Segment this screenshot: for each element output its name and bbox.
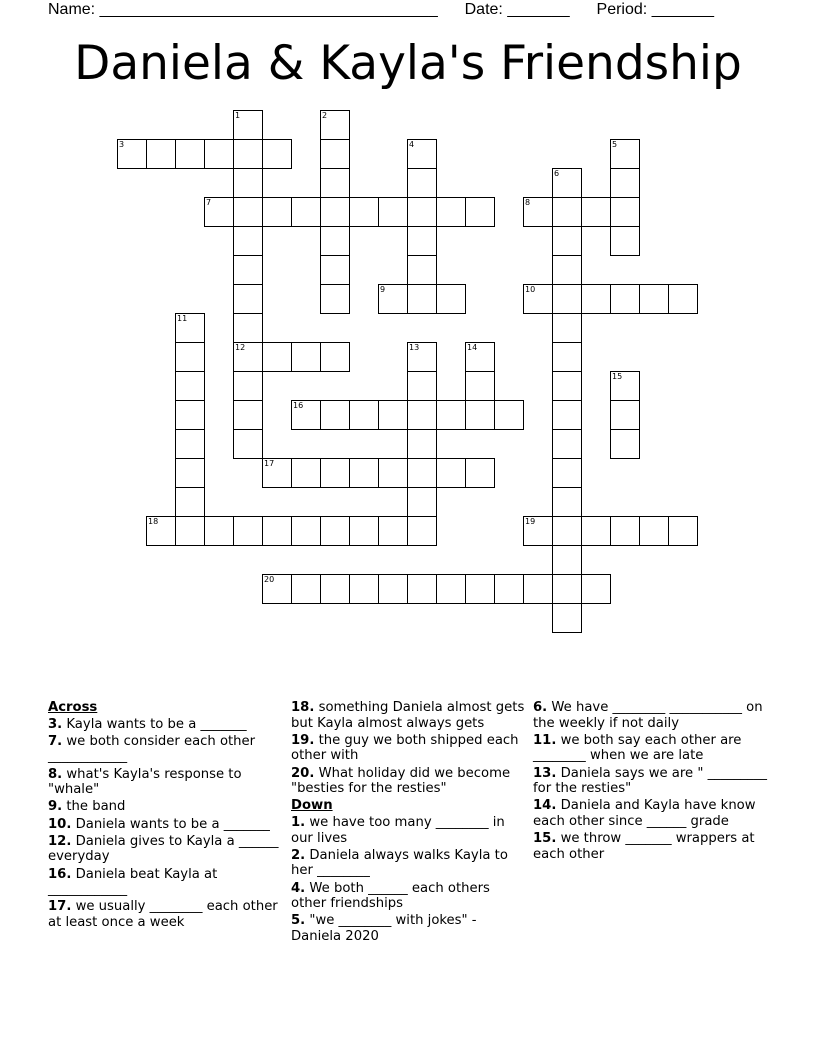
grid-cell[interactable] (552, 516, 582, 546)
clue-number: 11 (177, 314, 188, 323)
grid-cell[interactable] (262, 516, 292, 546)
clue-item (533, 700, 769, 731)
clue-number: 18 (148, 517, 159, 526)
grid-cell[interactable] (175, 429, 205, 459)
grid-cell[interactable] (320, 168, 350, 198)
clue-item-text: what's Kayla's response to "whale" (48, 766, 242, 798)
grid-cell[interactable] (233, 371, 263, 401)
grid-cell[interactable] (291, 342, 321, 372)
grid-cell[interactable] (523, 516, 553, 546)
clue-item-text: Daniela wants to be a _______ (75, 816, 270, 832)
clue-number: 14 (467, 343, 478, 352)
grid-cell[interactable] (494, 400, 524, 430)
grid-cell[interactable] (465, 342, 495, 372)
grid-cell[interactable] (552, 371, 582, 401)
grid-cell[interactable] (465, 371, 495, 401)
grid-cell[interactable] (233, 255, 263, 285)
grid-cell[interactable] (320, 342, 350, 372)
clue-section-heading: Down (291, 798, 333, 814)
grid-cell[interactable] (233, 168, 263, 198)
grid-cell[interactable] (233, 516, 263, 546)
clue-number: 10 (525, 285, 536, 294)
grid-cell[interactable] (378, 574, 408, 604)
grid-cell[interactable] (407, 197, 437, 227)
grid-cell[interactable] (523, 197, 553, 227)
grid-cell[interactable] (320, 255, 350, 285)
name-label: Name: (48, 1, 96, 18)
clue-item-text: we have too many ________ in our lives (291, 814, 505, 846)
grid-cell[interactable] (668, 516, 698, 546)
clue-column-2 (291, 700, 527, 946)
clue-item-text: something Daniela almost gets but Kayla almost always gets (291, 700, 525, 731)
grid-cell[interactable] (610, 400, 640, 430)
clue-item-number: 16. (48, 866, 72, 882)
grid-cell[interactable] (465, 574, 495, 604)
clue-number: 7 (206, 198, 212, 207)
clue-item-text: the guy we both shipped each other with (291, 732, 519, 764)
clue-item (48, 799, 284, 815)
clue-item (48, 767, 284, 798)
grid-cell[interactable] (233, 342, 263, 372)
clue-item (533, 766, 769, 797)
puzzle-title: Daniela & Kayla's Friendship (74, 36, 742, 91)
grid-cell[interactable] (552, 429, 582, 459)
date-blank[interactable]: _______ (507, 1, 570, 18)
clue-item (533, 733, 769, 764)
grid-cell[interactable] (610, 429, 640, 459)
clue-item-number: 8. (48, 766, 63, 782)
grid-cell[interactable] (349, 574, 379, 604)
grid-cell[interactable] (610, 371, 640, 401)
grid-cell[interactable] (552, 284, 582, 314)
grid-cell[interactable] (523, 574, 553, 604)
clue-item-text: "we ________ with jokes" - Daniela 2020 (291, 913, 477, 944)
clue-number: 20 (264, 575, 275, 584)
grid-cell[interactable] (262, 458, 292, 488)
grid-cell[interactable] (349, 400, 379, 430)
grid-cell[interactable] (552, 545, 582, 575)
grid-cell[interactable] (146, 516, 176, 546)
clue-number: 4 (409, 140, 415, 149)
clue-item (291, 815, 527, 846)
clue-item (533, 831, 769, 862)
clue-item (48, 867, 284, 898)
grid-cell[interactable] (407, 516, 437, 546)
grid-cell[interactable] (407, 284, 437, 314)
grid-cell[interactable] (320, 110, 350, 140)
grid-cell[interactable] (320, 516, 350, 546)
grid-cell[interactable] (175, 313, 205, 343)
clue-item-text: Daniela says we are " _________ for the resties" (533, 765, 767, 797)
clue-item-number: 14. (533, 798, 557, 814)
grid-cell[interactable] (552, 400, 582, 430)
grid-cell[interactable] (552, 255, 582, 285)
grid-cell[interactable] (117, 139, 147, 169)
grid-cell[interactable] (407, 371, 437, 401)
grid-cell[interactable] (233, 226, 263, 256)
grid-cell[interactable] (610, 168, 640, 198)
grid-cell[interactable] (204, 516, 234, 546)
grid-cell[interactable] (233, 400, 263, 430)
grid-cell[interactable] (175, 371, 205, 401)
grid-cell[interactable] (378, 516, 408, 546)
grid-cell[interactable] (320, 458, 350, 488)
grid-cell[interactable] (291, 516, 321, 546)
grid-cell[interactable] (581, 284, 611, 314)
grid-cell[interactable] (378, 197, 408, 227)
clue-item-text: the band (66, 799, 126, 815)
grid-cell[interactable] (610, 139, 640, 169)
clue-number: 8 (525, 198, 531, 207)
clue-item-text: we both consider each other ____________ (48, 733, 256, 765)
grid-cell[interactable] (204, 139, 234, 169)
grid-cell[interactable] (552, 226, 582, 256)
grid-cell[interactable] (407, 255, 437, 285)
grid-cell[interactable] (233, 139, 263, 169)
clue-item (291, 700, 527, 731)
grid-cell[interactable] (320, 226, 350, 256)
clue-item (48, 717, 284, 733)
grid-cell[interactable] (436, 458, 466, 488)
grid-cell[interactable] (552, 168, 582, 198)
clue-item (48, 734, 284, 765)
grid-cell[interactable] (233, 197, 263, 227)
grid-cell[interactable] (407, 574, 437, 604)
clue-item-number: 19. (291, 732, 315, 748)
clue-number: 19 (525, 517, 536, 526)
grid-cell[interactable] (436, 197, 466, 227)
clue-item-text: Daniela and Kayla have know each other since ______ grade (533, 798, 756, 829)
clue-item-text: What holiday did we become "besties for the resties" (291, 765, 511, 797)
clue-item (291, 733, 527, 764)
grid-cell[interactable] (552, 342, 582, 372)
clue-item-text: We both ______ each others other friendships (291, 880, 490, 912)
grid-cell[interactable] (175, 139, 205, 169)
grid-cell[interactable] (349, 197, 379, 227)
clue-item-number: 11. (533, 732, 557, 748)
clue-number: 13 (409, 343, 420, 352)
grid-cell[interactable] (175, 516, 205, 546)
grid-cell[interactable] (465, 197, 495, 227)
grid-cell[interactable] (407, 458, 437, 488)
clue-number: 12 (235, 343, 246, 352)
clue-item-text: we usually ________ each other at least once a week (48, 899, 278, 930)
grid-cell[interactable] (320, 574, 350, 604)
clue-item-number: 18. (291, 700, 315, 715)
clue-item-text: Daniela gives to Kayla a ______ everyday (48, 833, 279, 865)
grid-cell[interactable] (407, 429, 437, 459)
clue-item (533, 798, 769, 829)
grid-cell[interactable] (262, 197, 292, 227)
clue-item-text: Daniela beat Kayla at ____________ (48, 866, 218, 898)
clue-number: 15 (612, 372, 623, 381)
clue-number: 16 (293, 401, 304, 410)
grid-cell[interactable] (552, 574, 582, 604)
clue-item-number: 17. (48, 899, 72, 915)
clue-number: 2 (322, 111, 328, 120)
clue-item-number: 7. (48, 733, 63, 749)
grid-cell[interactable] (581, 574, 611, 604)
grid-cell[interactable] (349, 458, 379, 488)
grid-cell[interactable] (407, 139, 437, 169)
name-blank[interactable]: ______________________________________ (99, 1, 438, 18)
clue-number: 17 (264, 459, 275, 468)
clue-item (291, 848, 527, 879)
grid-cell[interactable] (610, 516, 640, 546)
clue-item (48, 817, 284, 833)
clue-item-number: 12. (48, 833, 72, 849)
grid-cell[interactable] (378, 458, 408, 488)
grid-cell[interactable] (407, 487, 437, 517)
grid-cell[interactable] (233, 313, 263, 343)
grid-cell[interactable] (639, 284, 669, 314)
clue-item-text: Daniela always walks Kayla to her ________ (291, 847, 508, 879)
clue-item-number: 10. (48, 816, 72, 832)
grid-cell[interactable] (175, 400, 205, 430)
grid-cell[interactable] (436, 284, 466, 314)
clue-item-text: Kayla wants to be a _______ (66, 716, 247, 732)
grid-cell[interactable] (552, 313, 582, 343)
grid-cell[interactable] (291, 458, 321, 488)
grid-cell[interactable] (233, 284, 263, 314)
clue-item-text: we both say each other are ________ when we are late (533, 732, 742, 764)
grid-cell[interactable] (378, 400, 408, 430)
clue-column-1 (48, 700, 284, 932)
grid-cell[interactable] (552, 487, 582, 517)
grid-cell[interactable] (552, 603, 582, 633)
grid-cell[interactable] (291, 400, 321, 430)
clue-item-number: 2. (291, 847, 306, 863)
grid-cell[interactable] (407, 168, 437, 198)
grid-cell[interactable] (610, 284, 640, 314)
grid-cell[interactable] (465, 400, 495, 430)
clue-number: 6 (554, 169, 560, 178)
clue-item (48, 899, 284, 930)
clue-item-number: 5. (291, 913, 306, 929)
clue-item-number: 9. (48, 799, 63, 815)
grid-cell[interactable] (233, 110, 263, 140)
clue-item-number: 13. (533, 765, 557, 781)
grid-cell[interactable] (262, 574, 292, 604)
grid-cell[interactable] (204, 197, 234, 227)
grid-cell[interactable] (610, 197, 640, 227)
grid-cell[interactable] (407, 400, 437, 430)
clue-item-number: 4. (291, 880, 306, 896)
grid-cell[interactable] (233, 429, 263, 459)
grid-cell[interactable] (581, 197, 611, 227)
grid-cell[interactable] (407, 226, 437, 256)
clue-item (291, 913, 527, 944)
grid-cell[interactable] (494, 574, 524, 604)
clue-item (48, 834, 284, 865)
grid-cell[interactable] (436, 400, 466, 430)
grid-cell[interactable] (320, 400, 350, 430)
grid-cell[interactable] (146, 139, 176, 169)
period-blank[interactable]: _______ (651, 1, 714, 18)
date-label: Date: (464, 1, 503, 18)
grid-cell[interactable] (262, 342, 292, 372)
grid-cell[interactable] (349, 516, 379, 546)
clue-item-number: 20. (291, 765, 315, 781)
grid-cell[interactable] (523, 284, 553, 314)
grid-cell[interactable] (320, 197, 350, 227)
grid-cell[interactable] (291, 574, 321, 604)
grid-cell[interactable] (175, 487, 205, 517)
clue-number: 5 (612, 140, 618, 149)
clue-item-number: 6. (533, 700, 548, 715)
grid-cell[interactable] (436, 574, 466, 604)
grid-cell[interactable] (320, 139, 350, 169)
grid-cell[interactable] (378, 284, 408, 314)
clue-item-text: we throw _______ wrappers at each other (533, 831, 755, 862)
clue-number: 9 (380, 285, 386, 294)
grid-cell[interactable] (610, 226, 640, 256)
grid-cell[interactable] (291, 197, 321, 227)
clue-item (291, 766, 527, 797)
clue-item-text: We have ________ ___________ on the weekly if not daily (533, 700, 763, 731)
clue-number: 3 (119, 140, 125, 149)
grid-cell[interactable] (465, 458, 495, 488)
clue-number: 1 (235, 111, 241, 120)
clue-item-number: 1. (291, 814, 306, 830)
clue-item-number: 15. (533, 831, 557, 847)
grid-cell[interactable] (552, 197, 582, 227)
clue-section-heading: Across (48, 700, 98, 715)
grid-cell[interactable] (581, 516, 611, 546)
grid-cell[interactable] (407, 342, 437, 372)
grid-cell[interactable] (262, 139, 292, 169)
clue-item (291, 881, 527, 912)
grid-cell[interactable] (639, 516, 669, 546)
grid-cell[interactable] (552, 458, 582, 488)
grid-cell[interactable] (175, 342, 205, 372)
grid-cell[interactable] (320, 284, 350, 314)
grid-cell[interactable] (668, 284, 698, 314)
period-label: Period: (596, 1, 648, 18)
grid-cell[interactable] (175, 458, 205, 488)
clue-item-number: 3. (48, 716, 63, 732)
clue-column-3 (533, 700, 769, 864)
